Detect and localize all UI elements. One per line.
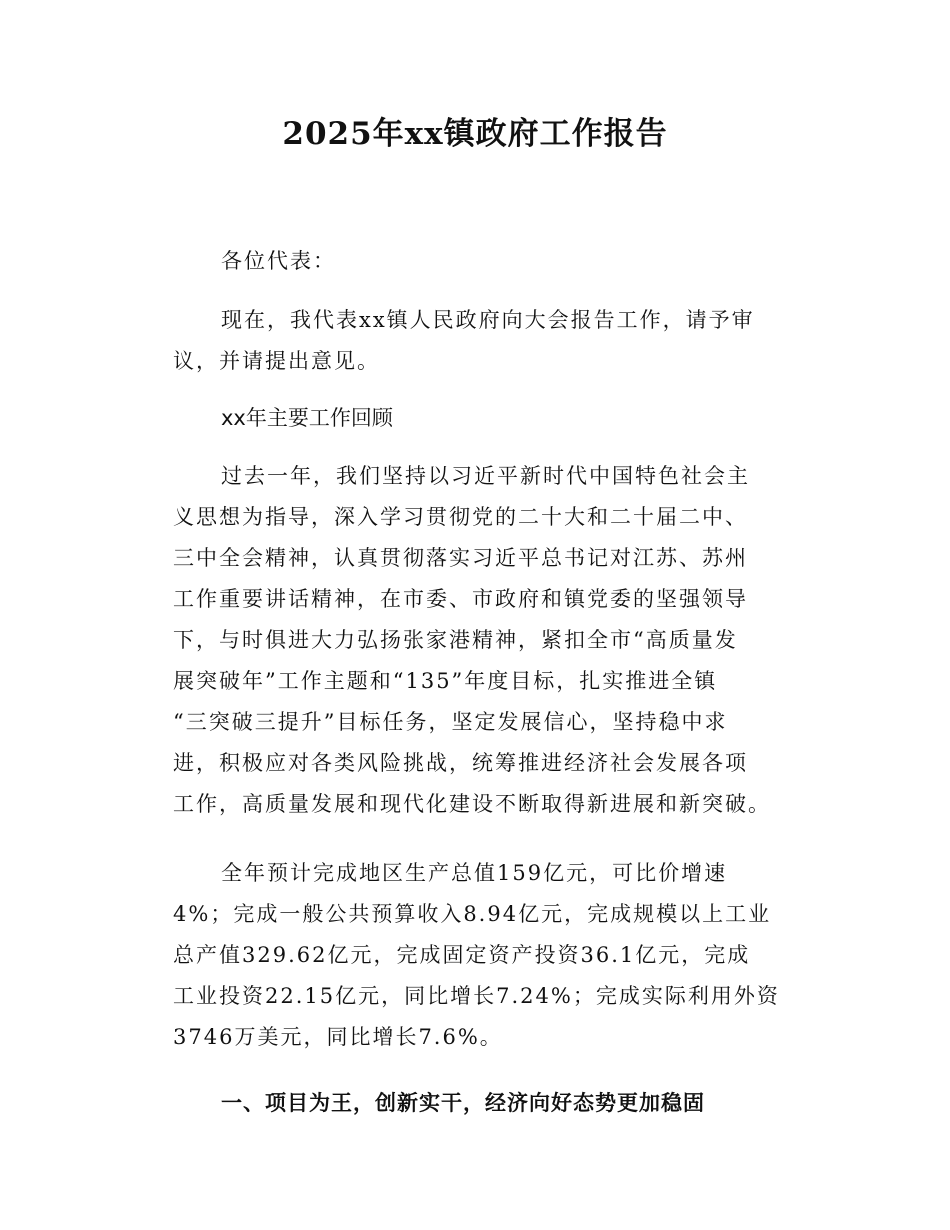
stats-paragraph [173, 853, 807, 1058]
paragraph-line: 义思想为指导，深入学习贯彻党的二十大和二十届二中、 [173, 505, 748, 529]
intro-paragraph [173, 300, 807, 382]
review-paragraph [173, 456, 807, 825]
paragraph-line: 3746万美元，同比增长7.6%。 [173, 1025, 503, 1049]
paragraph-line: 展突破年”工作主题和“135”年度目标，扎实推进全镇 [173, 669, 718, 693]
paragraph-line: 下，与时俱进大力弘扬张家港精神，紧扣全市“高质量发 [173, 628, 738, 652]
paragraph-line: 过去一年，我们坚持以习近平新时代中国特色社会主 [221, 464, 750, 488]
paragraph-line: 4%；完成一般公共预算收入8.94亿元，完成规模以上工业 [173, 902, 772, 926]
paragraph-line: 进，积极应对各类风险挑战，统筹推进经济社会发展各项 [173, 751, 748, 775]
section-heading-review: xx年主要工作回顾 [221, 406, 393, 430]
paragraph-line: 总产值329.62亿元，完成固定资产投资36.1亿元，完成 [173, 943, 751, 967]
salutation-line: 各位代表： [221, 249, 336, 273]
paragraph-line: 工作，高质量发展和现代化建设不断取得新进展和新突破。 [173, 792, 771, 816]
paragraph-line: 三中全会精神，认真贯彻落实习近平总书记对江苏、苏州 [173, 546, 748, 570]
paragraph-line: 议，并请提出意见。 [173, 349, 380, 373]
document-title: 2025年xx镇政府工作报告 [282, 116, 668, 152]
paragraph-line: 全年预计完成地区生产总值159亿元，可比价增速 [221, 861, 728, 885]
salutation [173, 241, 807, 282]
section-heading-one: 一、项目为王，创新实干，经济向好态势更加稳固 [221, 1091, 705, 1115]
paragraph-line: 现在，我代表xx镇人民政府向大会报告工作，请予审 [221, 308, 755, 332]
paragraph-line: 工作重要讲话精神，在市委、市政府和镇党委的坚强领导 [173, 587, 748, 611]
paragraph-line: “三突破三提升”目标任务，坚定发展信心，坚持稳中求 [173, 710, 728, 734]
paragraph-line: 工业投资22.15亿元，同比增长7.24%；完成实际利用外资 [173, 984, 780, 1008]
